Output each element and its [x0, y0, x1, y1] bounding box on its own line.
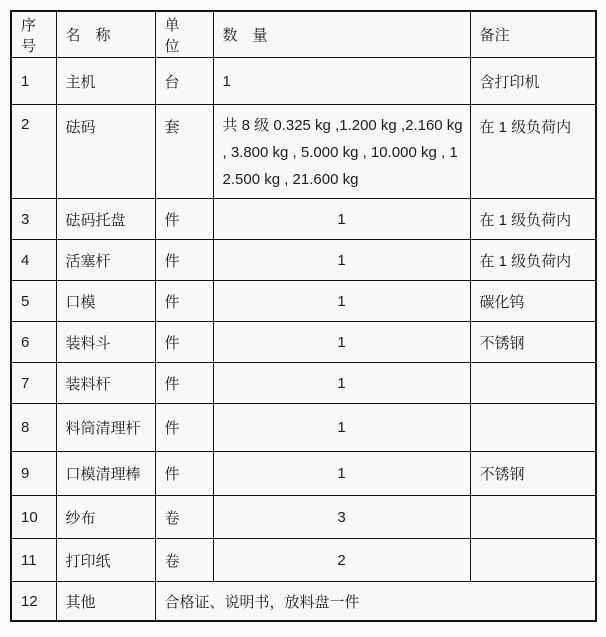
cell-unit: 台	[155, 58, 213, 105]
cell-unit: 件	[155, 322, 213, 363]
table-row	[11, 199, 596, 240]
cell-unit: 套	[155, 105, 213, 199]
cell-remark: 在 1 级负荷内	[470, 240, 596, 281]
col-header-name: 名 称	[56, 11, 155, 58]
cell-remark: 碳化钨	[470, 281, 596, 322]
table-row	[11, 539, 596, 582]
cell-no: 12	[11, 582, 56, 622]
col-header-no: 序号	[11, 11, 56, 58]
cell-name: 纱布	[56, 496, 155, 539]
cell-no: 1	[11, 58, 56, 105]
table-row	[11, 105, 596, 199]
equipment-packing-list-table	[10, 10, 597, 622]
cell-qty: 1	[213, 58, 470, 105]
cell-remark	[470, 363, 596, 404]
cell-remark: 不锈钢	[470, 322, 596, 363]
cell-name: 料筒清理杆	[56, 404, 155, 452]
cell-no: 5	[11, 281, 56, 322]
col-header-qty: 数 量	[213, 11, 470, 58]
cell-qty: 1	[213, 281, 470, 322]
cell-qty: 1	[213, 363, 470, 404]
table-row	[11, 404, 596, 452]
cell-remark: 含打印机	[470, 58, 596, 105]
cell-name: 其他	[56, 582, 155, 622]
table-row	[11, 281, 596, 322]
cell-remark: 不锈钢	[470, 452, 596, 496]
table-row	[11, 363, 596, 404]
cell-no: 10	[11, 496, 56, 539]
cell-unit: 件	[155, 404, 213, 452]
table-row	[11, 322, 596, 363]
cell-name: 装料杆	[56, 363, 155, 404]
cell-remark	[470, 404, 596, 452]
table-header-row	[11, 11, 596, 58]
cell-qty: 共 8 级 0.325 kg ,1.200 kg ,2.160 kg , 3.800 kg , 5.000 kg , 10.000 kg , 12.500 kg , 21.600 kg	[213, 105, 470, 199]
cell-no: 2	[11, 105, 56, 199]
cell-no: 6	[11, 322, 56, 363]
cell-qty: 1	[213, 322, 470, 363]
cell-no: 8	[11, 404, 56, 452]
cell-unit: 件	[155, 363, 213, 404]
cell-qty: 1	[213, 404, 470, 452]
cell-no: 9	[11, 452, 56, 496]
cell-qty: 1	[213, 199, 470, 240]
cell-name: 活塞杆	[56, 240, 155, 281]
cell-no: 4	[11, 240, 56, 281]
table-row	[11, 582, 596, 622]
cell-qty: 1	[213, 452, 470, 496]
cell-no: 11	[11, 539, 56, 582]
cell-unit: 件	[155, 452, 213, 496]
table-row	[11, 240, 596, 281]
cell-name: 打印纸	[56, 539, 155, 582]
cell-name: 口模	[56, 281, 155, 322]
cell-name: 砝码托盘	[56, 199, 155, 240]
cell-unit: 卷	[155, 539, 213, 582]
cell-remark: 在 1 级负荷内	[470, 199, 596, 240]
cell-name: 主机	[56, 58, 155, 105]
cell-qty: 3	[213, 496, 470, 539]
cell-merged-remark: 合格证、说明书，放料盘一件	[155, 582, 596, 622]
cell-no: 3	[11, 199, 56, 240]
cell-unit: 件	[155, 240, 213, 281]
cell-unit: 卷	[155, 496, 213, 539]
cell-name: 砝码	[56, 105, 155, 199]
cell-remark	[470, 539, 596, 582]
col-header-unit: 单 位	[155, 11, 213, 58]
table-row	[11, 58, 596, 105]
table-row	[11, 496, 596, 539]
cell-remark	[470, 496, 596, 539]
table-row	[11, 452, 596, 496]
cell-qty: 1	[213, 240, 470, 281]
cell-name: 口模清理棒	[56, 452, 155, 496]
col-header-remark: 备注	[470, 11, 596, 58]
cell-name: 装料斗	[56, 322, 155, 363]
cell-no: 7	[11, 363, 56, 404]
cell-unit: 件	[155, 199, 213, 240]
cell-unit: 件	[155, 281, 213, 322]
cell-qty: 2	[213, 539, 470, 582]
cell-remark: 在 1 级负荷内	[470, 105, 596, 199]
